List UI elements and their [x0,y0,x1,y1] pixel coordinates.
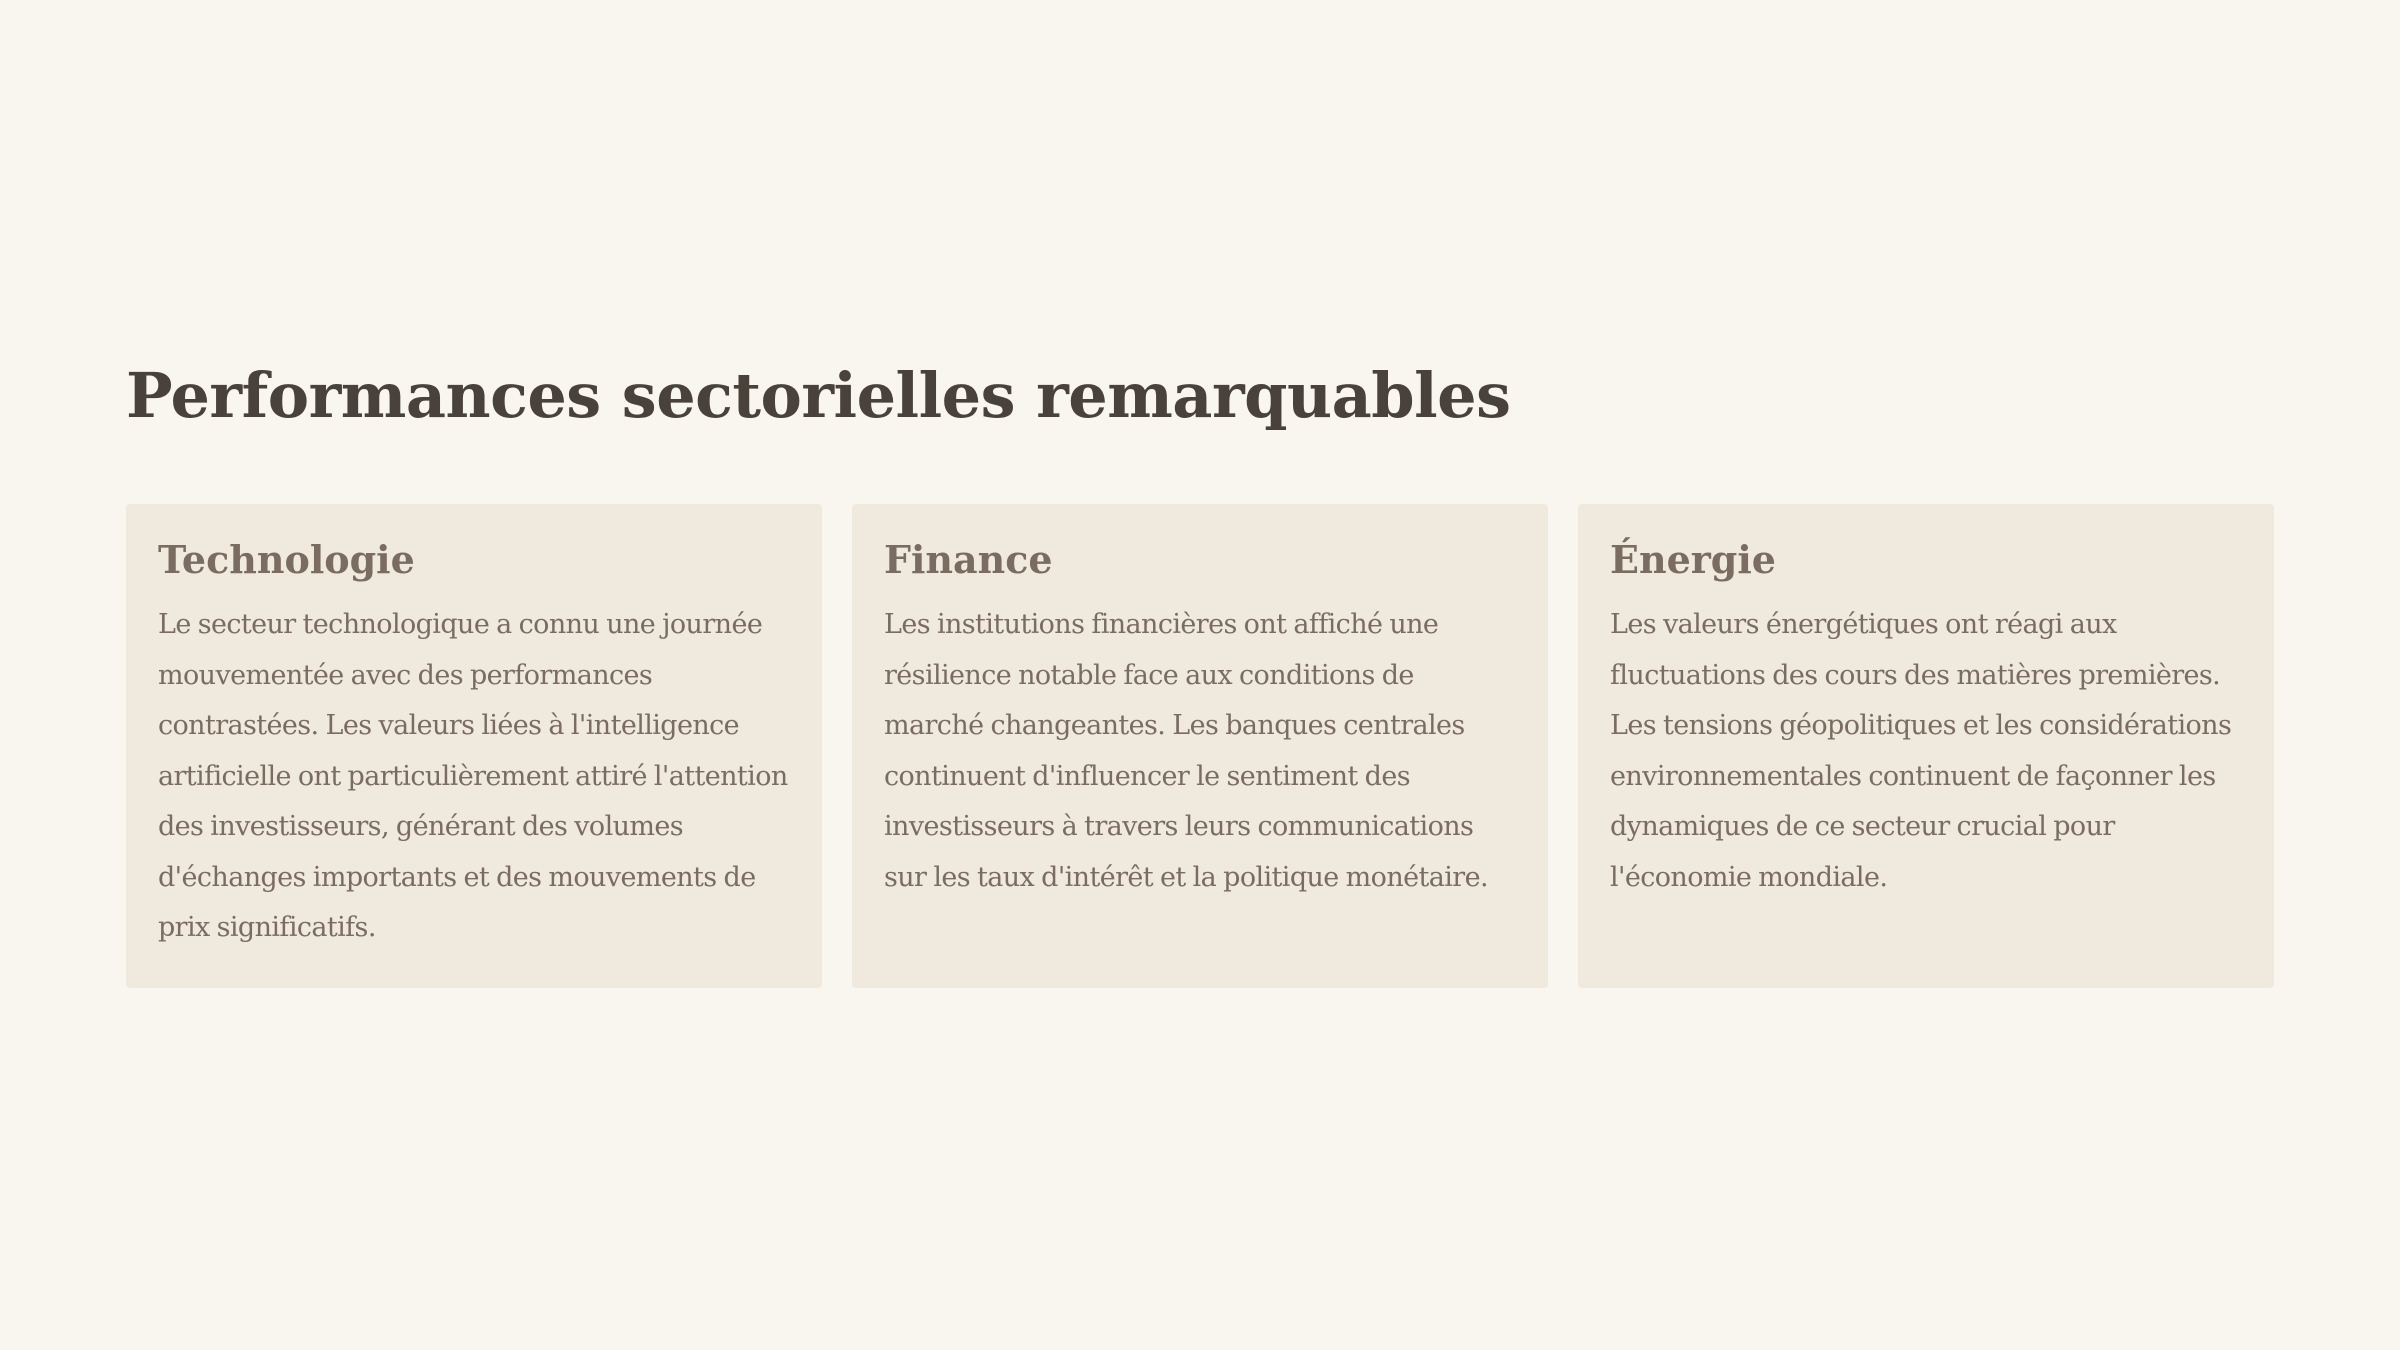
card-body: Les institutions financières ont affiché une résilience notable face aux conditions de marché changeantes. Les banques centrales continuent d'influencer le sentiment des investisseurs à travers leurs communications sur les taux d'intérêt et la politique monétaire. [884,609,1488,893]
card-body: Le secteur technologique a connu une journée mouvementée avec des performances contrastées. Les valeurs liées à l'intelligence artificielle ont particulièrement attiré l'attention des investisseurs, générant des volumes d'échanges importants et des mouvements de prix significatifs. [158,609,788,943]
page-title: Performances sectorielles remarquables [126,359,1511,432]
card-title: Technologie [158,537,415,582]
card-finance [852,504,1548,988]
card-title: Finance [884,537,1053,582]
slide [126,356,2274,943]
card-technologie [126,504,822,988]
card-title: Énergie [1610,537,1776,582]
card-energie [1578,504,2274,988]
card-body: Les valeurs énergétiques ont réagi aux fluctuations des cours des matières premières. Les tensions géopolitiques et les considérations environnementales continuent de façonner les dynamiques de ce secteur crucial pour l'économie mondiale. [1610,609,2232,893]
sector-cards [126,504,2274,988]
